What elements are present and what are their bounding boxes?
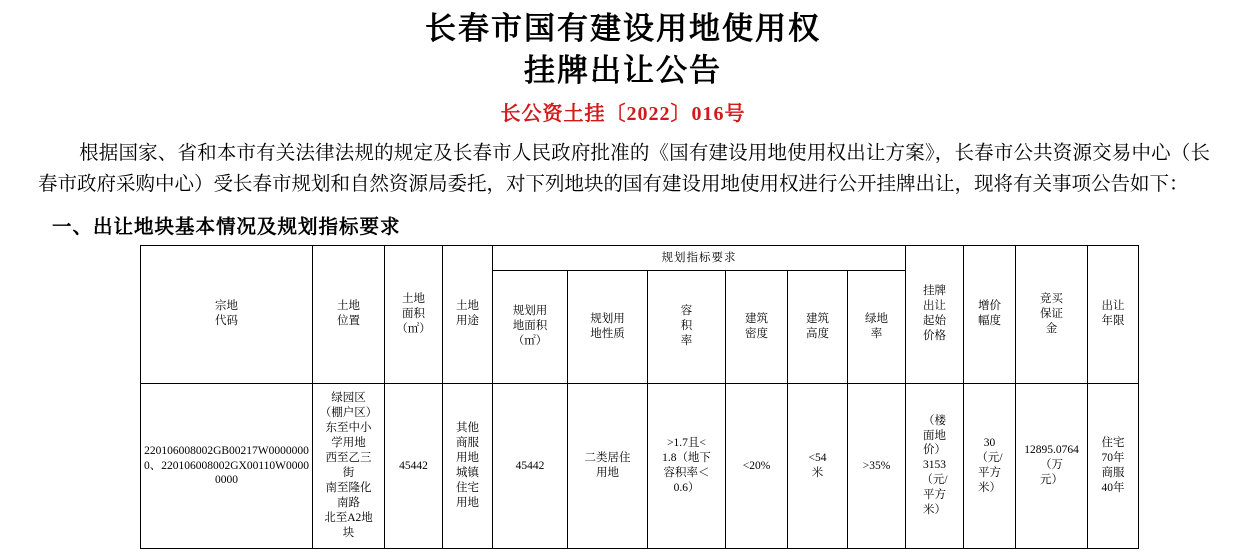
cell-land-location-line3: 东至中小 — [325, 422, 372, 435]
cell-land-location — [313, 383, 385, 548]
header-floor-area-ratio-line1: 容 — [680, 305, 693, 318]
header-land-location — [313, 245, 385, 383]
cell-land-area: 45442 — [385, 383, 443, 548]
header-land-use-line1: 土地 — [456, 300, 479, 313]
header-planned-land-area-line1: 规划用 — [512, 305, 548, 318]
header-building-density-line1: 建筑 — [745, 312, 768, 325]
cell-land-use-line1: 其他 — [456, 422, 479, 435]
cell-term-line1: 住宅 — [1101, 436, 1125, 449]
cell-increment-line3: 平方 — [978, 466, 1001, 479]
cell-planned-land-nature-line1: 二类居住 — [584, 451, 631, 464]
cell-land-location-line10: 块 — [342, 526, 355, 539]
cell-increment-line4: 米） — [978, 481, 1001, 494]
cell-starting-price-line2: 面地 — [923, 429, 946, 442]
header-land-area-line1: 土地 — [402, 292, 425, 305]
cell-starting-price-line1: （楼 — [923, 414, 946, 427]
header-bid-deposit-line2: 保证 — [1040, 307, 1063, 320]
header-parcel-code-line1: 宗地 — [215, 300, 238, 313]
cell-increment-line2: （元/ — [976, 451, 1003, 464]
table-row — [141, 383, 1139, 548]
header-building-height-line1: 建筑 — [806, 312, 829, 325]
cell-land-use — [443, 383, 493, 548]
cell-starting-price-line3: 价） — [923, 444, 946, 457]
header-green-rate-line2: 率 — [870, 327, 883, 340]
header-planned-land-area-line2: 地面积 — [512, 320, 548, 333]
cell-increment-line1: 30 — [983, 436, 996, 449]
header-planned-land-nature — [568, 270, 648, 383]
cell-parcel-code: 220106008002GB00217W00000000、220106008002GX00110W00000000 — [141, 383, 313, 548]
cell-building-height-line1: <54 — [808, 451, 827, 464]
intro-paragraph — [38, 138, 1210, 201]
cell-land-location-line1: 绿园区 — [331, 392, 366, 405]
header-bid-deposit — [1016, 245, 1088, 383]
header-planned-land-nature-line2: 地性质 — [590, 327, 625, 340]
header-land-area-line3: （㎡） — [396, 322, 431, 335]
header-parcel-code — [141, 245, 313, 383]
cell-starting-price-line7: 米） — [923, 504, 946, 517]
document-title-line-2: 挂牌出让公告 — [524, 52, 722, 88]
cell-land-location-line9: 北至A2地 — [324, 511, 373, 524]
cell-term-line3: 商服 — [1101, 466, 1125, 479]
cell-building-height — [788, 383, 848, 548]
header-bid-deposit-line1: 竞买 — [1040, 292, 1063, 305]
header-starting-price-line3: 起始 — [923, 315, 946, 328]
cell-land-location-line6: 街 — [342, 466, 355, 479]
cell-land-location-line7: 南至隆化 — [325, 481, 372, 494]
document-title-line-1: 长春市国有建设用地使用权 — [425, 11, 821, 46]
document-number: 长公资土挂〔2022〕016号 — [500, 102, 746, 125]
header-land-area-line2: 面积 — [402, 307, 425, 320]
cell-building-height-line2: 米 — [811, 466, 824, 479]
header-planning-index-group: 规划指标要求 — [493, 245, 906, 270]
cell-starting-price-line4: 3153 — [923, 459, 946, 472]
cell-land-use-line3: 用地 — [456, 451, 479, 464]
header-building-height-line2: 高度 — [806, 327, 829, 340]
header-building-density-line2: 密度 — [745, 327, 768, 340]
cell-starting-price — [906, 383, 964, 548]
cell-planned-land-nature-line2: 用地 — [596, 466, 619, 479]
cell-starting-price-line5: （元/ — [921, 474, 948, 487]
header-planned-land-area-line3: （㎡） — [512, 335, 548, 348]
cell-term — [1088, 383, 1139, 548]
header-planned-land-nature-line1: 规划用 — [590, 312, 625, 325]
header-planned-land-area — [493, 270, 568, 383]
cell-land-location-line5: 西至乙三 — [325, 451, 372, 464]
cell-land-use-line6: 用地 — [456, 496, 479, 509]
header-starting-price — [906, 245, 964, 383]
cell-land-use-line4: 城镇 — [456, 466, 479, 479]
header-increment-line2: 幅度 — [978, 315, 1001, 328]
title-block — [0, 0, 1246, 128]
header-floor-area-ratio-line2: 积 — [680, 320, 693, 333]
cell-term-line2: 70年 — [1101, 451, 1125, 464]
header-floor-area-ratio — [648, 270, 726, 383]
cell-floor-area-ratio — [648, 383, 726, 548]
table-group-header-row — [141, 245, 1139, 270]
section-heading-1: 一、出让地块基本情况及规划指标要求 — [52, 216, 401, 238]
header-floor-area-ratio-line3: 率 — [680, 335, 693, 348]
cell-planned-land-area: 45442 — [493, 383, 568, 548]
header-land-location-line1: 土地 — [337, 300, 360, 313]
header-starting-price-line4: 价格 — [923, 330, 946, 343]
cell-land-location-line4: 学用地 — [331, 436, 366, 449]
header-parcel-code-line2: 代码 — [215, 315, 238, 328]
cell-land-use-line2: 商服 — [456, 436, 479, 449]
cell-bid-deposit — [1016, 383, 1088, 548]
cell-land-location-line8: 南路 — [337, 496, 360, 509]
header-increment-line1: 增价 — [978, 300, 1001, 313]
header-green-rate — [848, 270, 906, 383]
cell-increment — [964, 383, 1016, 548]
header-bid-deposit-line3: 金 — [1045, 322, 1058, 335]
cell-building-density: <20% — [726, 383, 788, 548]
header-green-rate-line1: 绿地 — [865, 312, 888, 325]
header-land-location-line2: 位置 — [337, 315, 360, 328]
cell-green-rate: >35% — [848, 383, 906, 548]
header-land-area — [385, 245, 443, 383]
cell-land-location-line2: （棚户区） — [319, 407, 378, 420]
intro-paragraph-text: 根据国家、省和本市有关法律法规的规定及长春市人民政府批准的《国有建设用地使用权出让方案》，长春市公共资源交易中心（长春市政府采购中心）受长春市规划和自然资源局委托，对下列地块的国有建设用地使用权进行公开挂牌出让，现将有关事项公告如下： — [38, 142, 1210, 196]
header-land-use — [443, 245, 493, 383]
cell-bid-deposit-line2: 元） — [1040, 474, 1063, 487]
header-land-use-line2: 用途 — [456, 315, 479, 328]
header-term-line2: 年限 — [1101, 315, 1125, 328]
cell-floor-area-ratio-line1: >1.7且< — [667, 436, 706, 449]
header-term — [1088, 245, 1139, 383]
header-starting-price-line2: 出让 — [923, 300, 946, 313]
cell-land-use-line5: 住宅 — [456, 481, 479, 494]
header-term-line1: 出让 — [1101, 300, 1125, 313]
header-building-height — [788, 270, 848, 383]
header-starting-price-line1: 挂牌 — [923, 285, 946, 298]
land-parcel-table-wrapper — [140, 245, 1138, 549]
cell-starting-price-line6: 平方 — [923, 489, 946, 502]
cell-term-line4: 40年 — [1101, 481, 1125, 494]
cell-planned-land-nature — [568, 383, 648, 548]
cell-floor-area-ratio-line3: 容积率＜ — [663, 466, 710, 479]
cell-bid-deposit-line1: 12895.0764（万 — [1024, 444, 1079, 472]
header-increment — [964, 245, 1016, 383]
cell-floor-area-ratio-line2: 1.8（地下 — [662, 451, 711, 464]
land-parcel-table — [140, 245, 1139, 549]
header-building-density — [726, 270, 788, 383]
cell-floor-area-ratio-line4: 0.6） — [673, 481, 700, 494]
